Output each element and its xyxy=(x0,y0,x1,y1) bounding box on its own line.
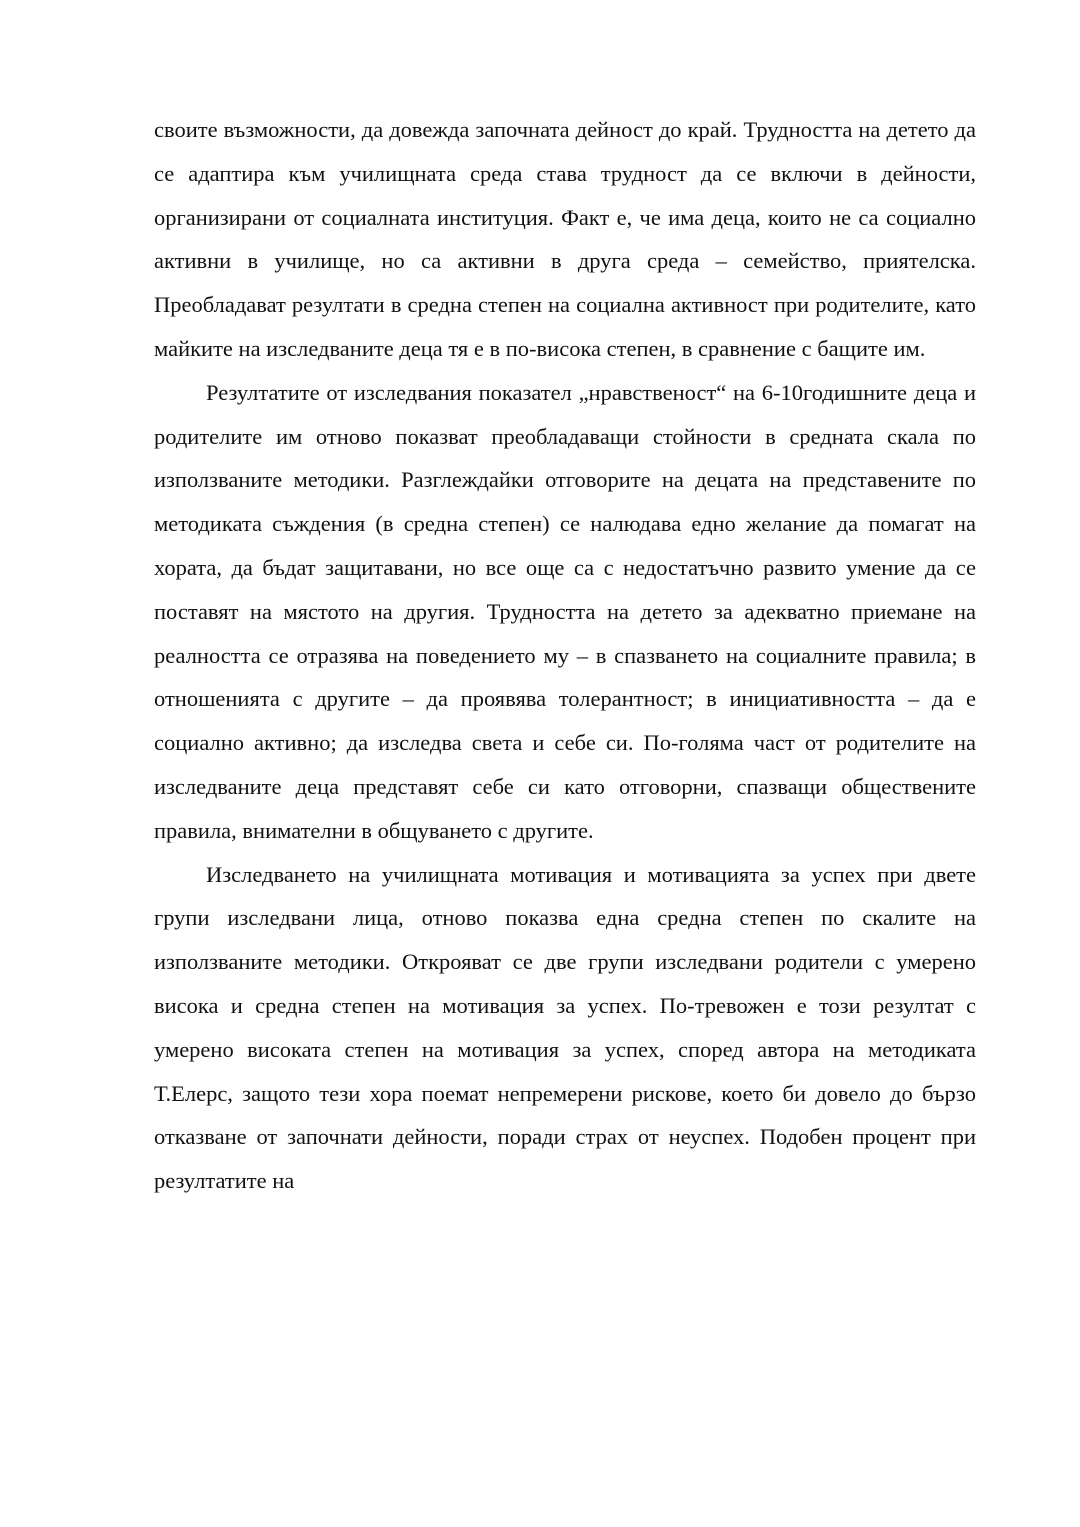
paragraph-3: Изследването на училищната мотивация и мотивацията за успех при двете групи изследвани лица, отново показва една средна степен по скалите на използваните методики. Открояват се две групи изследвани родители с умерено висока и средна степен на мотивация за успех. По-тревожен е този резултат с умерено високата степен на мотивация за успех, според автора на методиката Т.Елерс, защото тези хора поемат непремерени рискове, което би довело до бързо отказване от започнати дейности, поради страх от неуспех. Подобен процент при резултатите на xyxy=(154,861,976,1194)
paragraph-1: своите възможности, да довежда започната дейност до край. Трудността на детето да се адаптира към училищната среда става трудност да се включи в дейности, организирани от социалната институция. Факт е, че има деца, които не са социално активни в училище, но са активни в друга среда – семейство, приятелска. Преобладават резултати в средна степен на социална активност при родителите, като майките на изследваните деца тя е в по-висока степен, в сравнение с бащите им. xyxy=(154,117,976,361)
body-text xyxy=(154,108,976,1203)
paragraph-2: Резултатите от изследвания показател „нравственост“ на 6-10годишните деца и родителите им отново показват преобладаващи стойности в средната скала по използваните методики. Разглеждайки отговорите на децата на представените по методиката съждения (в средна степен) се налюдава едно желание да помагат на хората, да бъдат защитавани, но все още са с недостатъчно развито умение да се поставят на мястото на другия. Трудността на детето за адекватно приемане на реалността се отразява на поведението му – в спазването на социалните правила; в отношенията с другите – да проявява толерантност; в инициативността – да е социално активно; да изследва света и себе си. По-голяма част от родителите на изследваните деца представят себе си като отговорни, спазващи обществените правила, внимателни в общуването с другите. xyxy=(154,379,976,843)
